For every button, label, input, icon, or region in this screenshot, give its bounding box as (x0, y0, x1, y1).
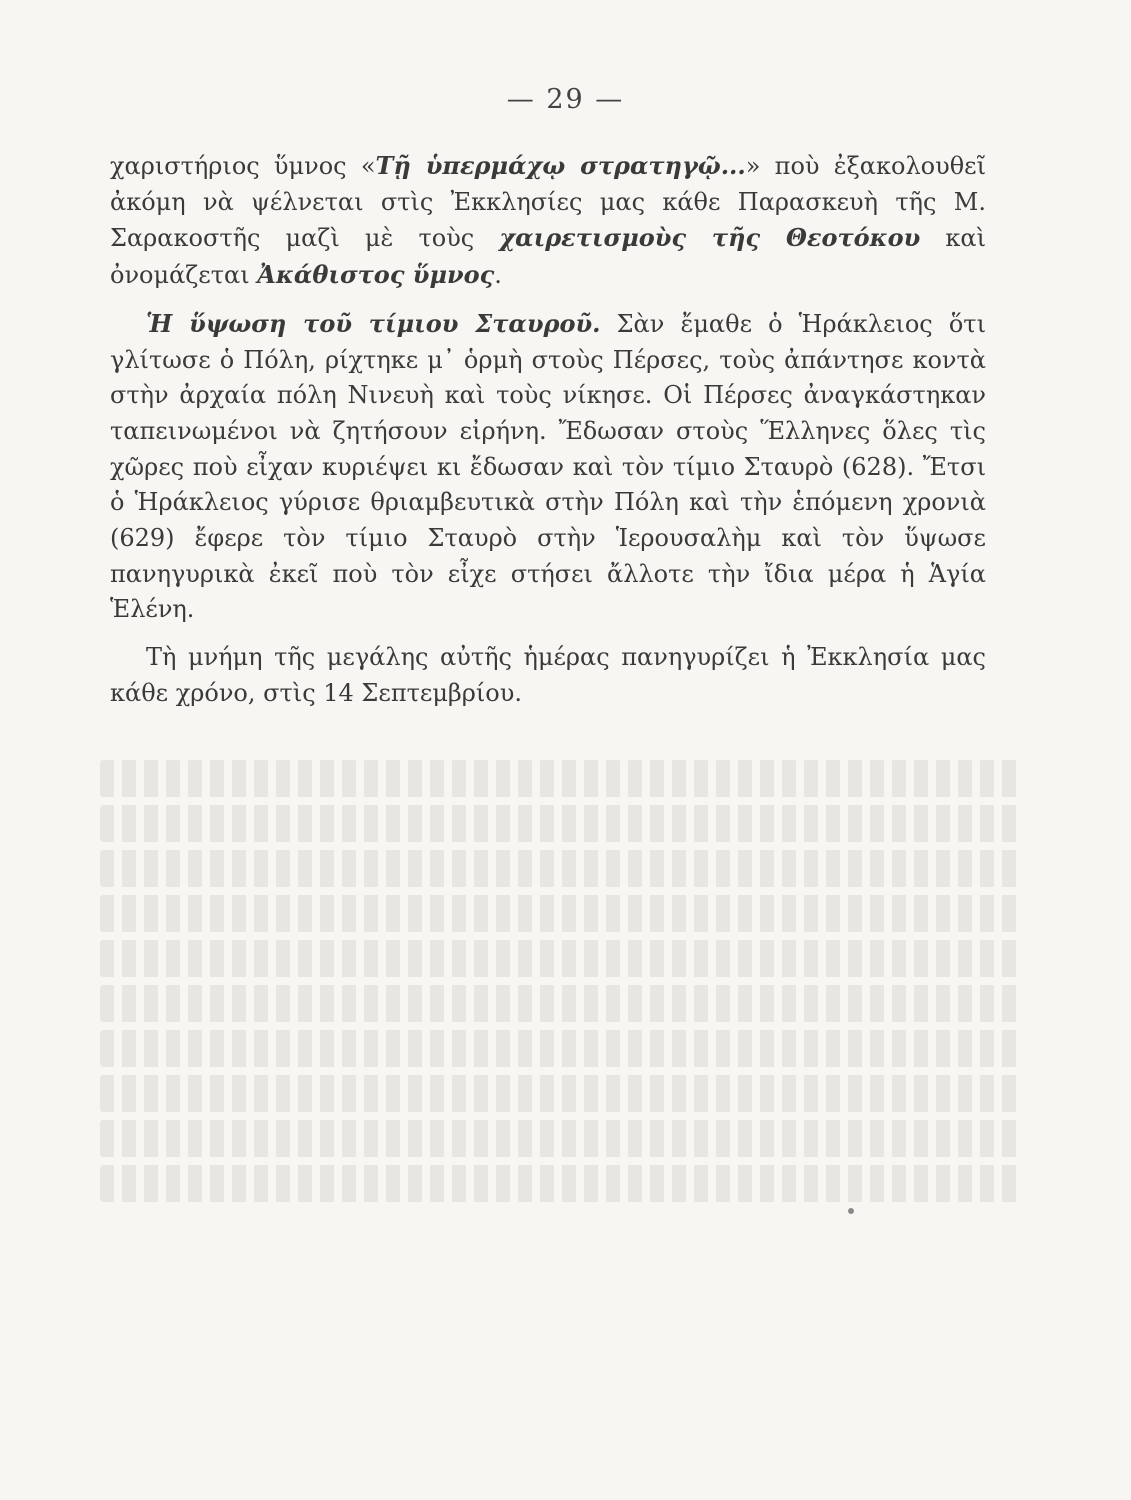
bleed-line (100, 805, 1020, 842)
bleed-line (100, 1030, 1020, 1067)
page-number: — 29 — (506, 84, 625, 115)
text-span: . (494, 261, 502, 290)
bleed-line (100, 1165, 1020, 1202)
text-span: καὶ ὀνομάζεται (110, 224, 986, 290)
text-span: Τὴ μνήμη τῆς μεγάλης αὐτῆς ἡμέρας πανηγυρίζει ἡ Ἐκκλησία μας κάθε χρόνο, στὶς 14 Σεπτεμβρίου. (110, 643, 986, 707)
bleed-line (100, 760, 1020, 797)
section-heading: Ἡ ὕψωση τοῦ τίμιου Σταυροῦ. (146, 308, 601, 338)
bleed-line (100, 985, 1020, 1022)
paragraph-3 (110, 640, 986, 711)
bleed-through-texture (100, 760, 1020, 1260)
emphasis-chairetismoi: χαιρετισμοὺς τῆς Θεοτόκου (499, 223, 921, 253)
bleed-line (100, 940, 1020, 977)
emphasis-akathistos: Ἀκάθιστος ὕμνος (257, 260, 495, 290)
bleed-line (100, 895, 1020, 932)
text-span: Σὰν ἔμαθε ὁ Ἡράκλειος ὅτι γλίτωσε ὁ Πόλη, ρίχτηκε μ᾽ ὁρμὴ στοὺς Πέρσες, τοὺς ἀπάντησε κοντὰ στὴν ἀρχαία πόλη Νινευὴ καὶ τοὺς νίκησε. Οἱ Πέρσες ἀναγκάστηκαν ταπεινωμένοι νὰ ζητήσουν εἰρήνη. Ἔδωσαν στοὺς Ἕλληνες ὅλες τὶς χῶρες ποὺ εἶχαν κυριέψει κι ἔδωσαν καὶ τὸν τίμιο Σταυρὸ (628). Ἔτσι ὁ Ἡράκλειος γύρισε θριαμβευτικὰ στὴν Πόλη καὶ τὴν ἑπόμενη χρονιὰ (629) ἔφερε τὸν τίμιο Σταυρὸ στὴν Ἱερουσαλὴμ καὶ τὸν ὕψωσε πανηγυρικὰ ἐκεῖ ποὺ τὸν εἶχε στήσει ἄλλοτε τὴν ἴδια μέρα ἡ Ἁγία Ἑλένη. (110, 309, 986, 624)
bleed-line (100, 1120, 1020, 1157)
body-text (110, 148, 986, 724)
ink-speck (848, 1208, 854, 1214)
bleed-line (100, 1075, 1020, 1112)
paragraph-2 (110, 306, 986, 628)
text-span: » ποὺ ἐξακολουθεῖ ἀκόμη νὰ ψέλνεται στὶς Ἐκκλησίες μας κάθε Παρασκευὴ τῆς Μ. Σαρακοστῆς μαζὶ μὲ τοὺς (110, 152, 986, 253)
hymn-title: Τῇ ὑπερμάχῳ στρατηγῷ... (375, 151, 746, 180)
text-span: χαριστήριος ὕμνος « (110, 152, 376, 180)
bleed-line (100, 850, 1020, 887)
paragraph-1 (110, 148, 986, 294)
